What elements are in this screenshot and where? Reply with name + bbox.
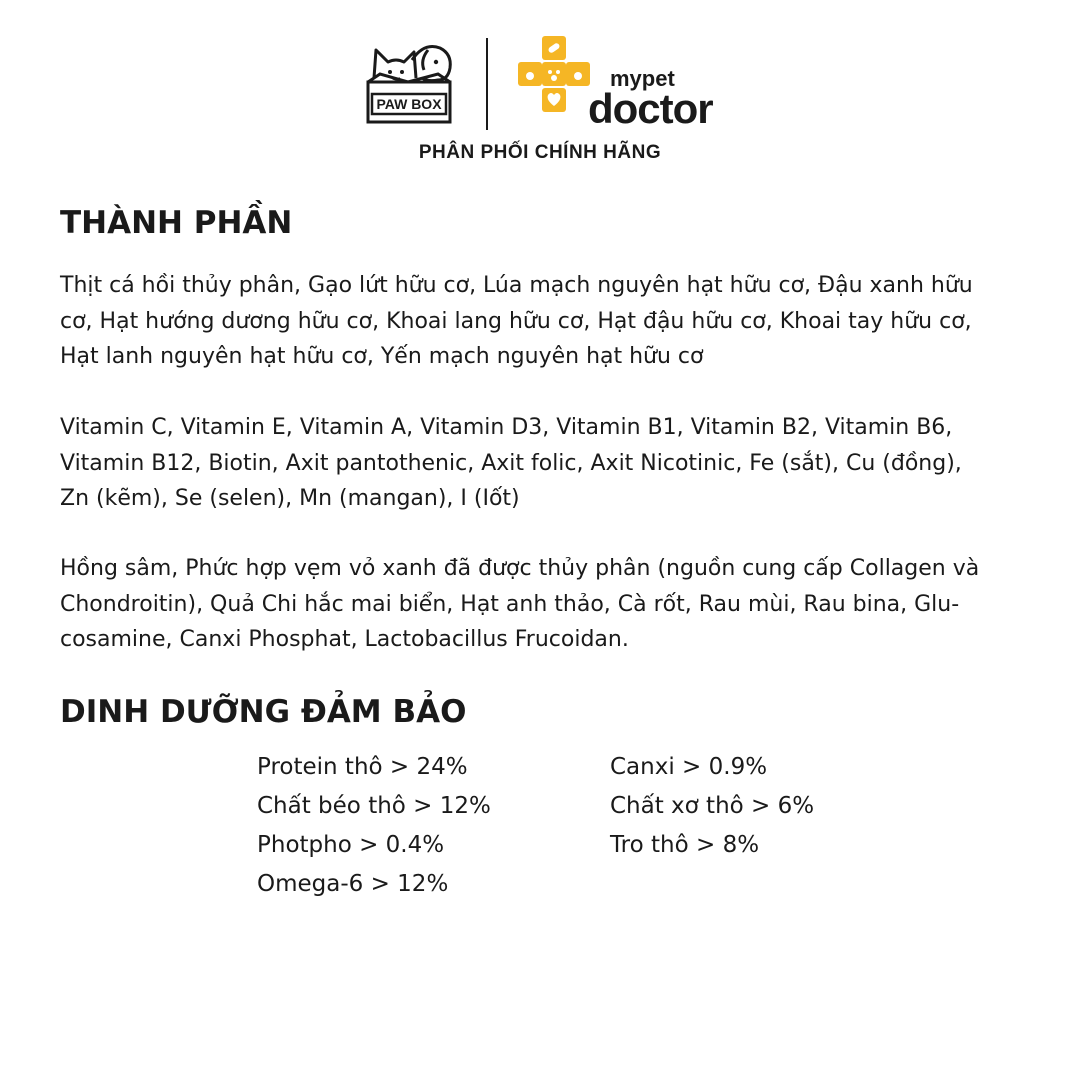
nutrition-list-left: [257, 748, 491, 904]
paragraph-line: cơ, Hạt hướng dương hữu cơ, Khoai lang hữu cơ, Hạt đậu hữu cơ, Khoai tay hữu cơ,: [60, 308, 972, 334]
paragraph-line: Vitamin B12, Biotin, Axit pantothenic, Axit folic, Axit Nicotinic, Fe (sắt), Cu (đồng),: [60, 450, 962, 476]
paragraph-line: Hồng sâm, Phức hợp vẹm vỏ xanh đã được thủy phân (nguồn cung cấp Collagen và: [60, 556, 980, 581]
ingredients-title: THÀNH PHẦN: [60, 205, 293, 241]
nutrition-item: Protein thô > 24%: [257, 754, 468, 780]
mypet-logo-large: doctor: [588, 85, 713, 132]
paragraph-line: Hạt lanh nguyên hạt hữu cơ, Yến mạch nguyên hạt hữu cơ: [60, 344, 704, 369]
tagline: PHÂN PHỐI CHÍNH HÃNG: [418, 142, 662, 163]
paragraph-line: cosamine, Canxi Phosphat, Lactobacillus Frucoidan.: [60, 627, 629, 652]
ingredients-paragraph-1: [60, 268, 1020, 375]
brand-header: [0, 30, 1080, 170]
ingredients-paragraph-2: [60, 410, 1020, 517]
paragraph-line: Vitamin C, Vitamin E, Vitamin A, Vitamin D3, Vitamin B1, Vitamin B2, Vitamin B6,: [60, 415, 953, 440]
mypet-logo-small: mypet: [610, 66, 675, 91]
pawbox-logo: [362, 38, 456, 128]
pawbox-logo-text: PAW BOX: [376, 96, 442, 112]
paragraph-line: Thịt cá hồi thủy phân, Gạo lứt hữu cơ, Lúa mạch nguyên hạt hữu cơ, Đậu xanh hữu: [60, 273, 973, 298]
nutrition-item: Chất béo thô > 12%: [257, 793, 491, 819]
mypet-doctor-logo: [518, 36, 728, 132]
nutrition-item: Chất xơ thô > 6%: [610, 793, 815, 819]
logo-divider: [486, 38, 488, 130]
nutrition-item: Tro thô > 8%: [610, 832, 760, 858]
pawbox-mascot-icon: [362, 38, 456, 128]
nutrition-list-right: [610, 748, 814, 865]
paragraph-line: Zn (kẽm), Se (selen), Mn (mangan), I (Iốt): [60, 486, 520, 511]
ingredients-paragraph-3: [60, 551, 1020, 658]
paragraph-line: Chondroitin), Quả Chi hắc mai biển, Hạt anh thảo, Cà rốt, Rau mùi, Rau bina, Glu-: [60, 591, 960, 617]
nutrition-title: DINH DƯỠNG ĐẢM BẢO: [60, 694, 467, 730]
nutrition-item: Canxi > 0.9%: [610, 754, 768, 780]
medical-cross-icon: [518, 36, 590, 132]
nutrition-item: Omega-6 > 12%: [257, 871, 449, 897]
nutrition-item: Photpho > 0.4%: [257, 832, 445, 858]
